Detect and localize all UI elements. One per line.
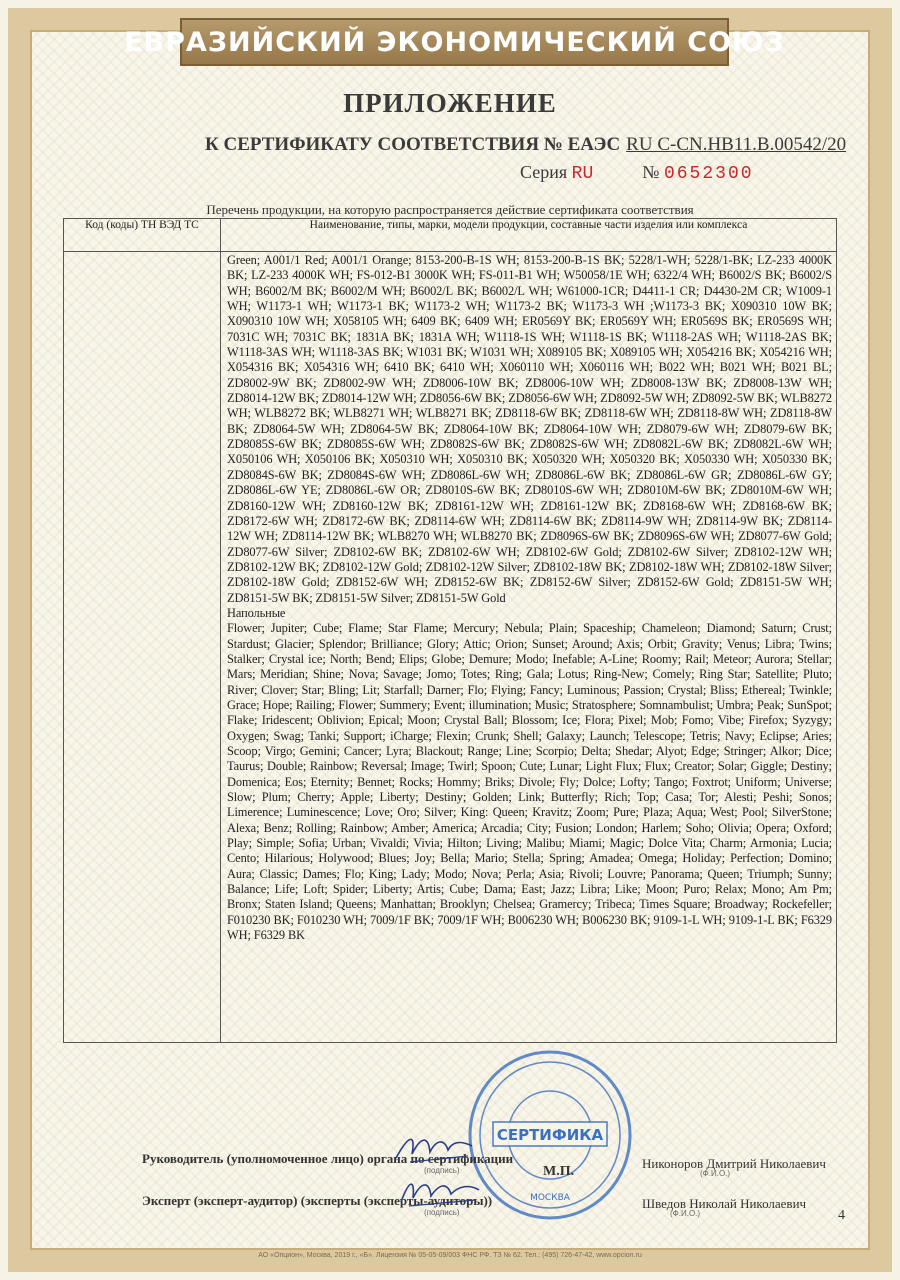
page-number: 4 xyxy=(838,1208,845,1223)
number-label: № xyxy=(642,162,660,182)
expert-name: Шведов Николай Николаевич xyxy=(642,1196,807,1211)
stamp-center-text: СЕРТИФИКА xyxy=(496,1126,604,1144)
series-value: RU xyxy=(571,164,594,184)
products-table xyxy=(63,218,837,1043)
head-signature-caption: (подпись) xyxy=(424,1166,460,1175)
printer-footer: АО «Опцион», Москва, 2019 г., «Б». Лицензия № 05-05-09/003 ФНС РФ. ТЗ № 62. Тел.: (495) 726-47-42, www.opcion.ru xyxy=(258,1252,642,1259)
union-banner: ЕВРАЗИЙСКИЙ ЭКОНОМИЧЕСКИЙ СОЮЗ xyxy=(180,18,729,66)
products-list-wall: Green; A001/1 Red; A001/1 Orange; 8153-200-B-1S WH; 8153-200-B-1S BK; 5228/1-WH; 5228/1-BK; LZ-233 4000K BK; LZ-233 4000K WH; FS-012-B1 3000K WH; FS-011-B1 WH; W50058/1E WH; 6322/4 WH; B6002/S BK; B6002/S WH; B6002/M BK; B6002/M WH; B6002/L BK; B6002/L WH; W61000-1CR; D4411-1 CR; D4430-2M CR; W1009-1 WH; W1173-1 WH; W1173-1 BK; W1173-2 WH; W1173-2 BK; W1173-3 WH ;W1173-3 BK; X090310 10W BK; X090310 10W WH; X058105 WH; 6409 BK; 6409 WH; ER0569Y BK; ER0569Y WH; ER0569S BK; ER0569S WH; 7031C WH; 7031C BK; 1831A BK; 1831A WH; W1118-1S WH; W1118-1S BK; W1118-2AS WH; W1118-2AS BK; W1118-3AS WH; W1118-3AS BK; W1031 BK; W1031 WH; X089105 BK; X089105 WH; X054216 BK; X054216 WH; X054316 BK; X054316 WH; 6410 BK; 6410 WH; X060110 WH; X060116 WH; B022 WH; B021 WH; B021 BL; ZD8002-9W BK; ZD8002-9W WH; ZD8006-10W BK; ZD8006-10W WH; ZD8008-13W BK; ZD8008-13W WH; ZD8014-12W BK; ZD8014-12W WH; ZD8056-6W BK; ZD8056-6W WH; ZD8092-5W WH; ZD8092-5W BK; WLB8272 WH; WLB8272 BK; WLB8271 WH; WLB8271 BK; ZD8118-6W BK; ZD8118-6W WH; ZD8118-8W WH; ZD8118-8W BK; ZD8064-5W WH; ZD8064-5W BK; ZD8064-10W BK; ZD8064-10W WH; ZD8079-6W WH; ZD8079-6W BK; ZD8085S-6W BK; ZD8085S-6W WH; ZD8082S-6W BK; ZD8082S-6W WH; ZD8082L-6W BK; ZD8082L-6W WH; X050106 WH; X050106 BK; X050310 WH; X050310 BK; X050320 WH; X050320 BK; X050330 WH; X050330 BK; ZD8084S-6W BK; ZD8084S-6W WH; ZD8086L-6W WH; ZD8086L-6W BK; ZD8086L-6W GR; ZD8086L-6W GY; ZD8086L-6W YE; ZD8086L-6W OR; ZD8010S-6W BK; ZD8010S-6W WH; ZD8010M-6W BK; ZD8010M-6W WH; ZD8160-12W WH; ZD8160-12W BK; ZD8161-12W WH; ZD8161-12W BK; ZD8168-6W WH; ZD8168-6W BK; ZD8172-6W WH; ZD8172-6W BK; ZD8114-6W WH; ZD8114-6W BK; ZD8114-9W WH; ZD8114-9W BK; ZD8114-12W WH; ZD8114-12W BK; WLB8270 WH; WLB8270 BK; ZD8096S-6W BK; ZD8096S-6W WH; ZD8077-6W Gold; ZD8077-6W Silver; ZD8102-6W BK; ZD8102-6W WH; ZD8102-6W Gold; ZD8102-6W Silver; ZD8102-12W WH; ZD8102-12W BK; ZD8102-12W Gold; ZD8102-12W Silver; ZD8102-18W BK; ZD8102-18W WH; ZD8102-18W Silver; ZD8102-18W Gold; ZD8152-6W WH; ZD8152-6W BK; ZD8152-6W Silver; ZD8152-6W Gold; ZD8151-5W WH; ZD8151-5W BK; ZD8151-5W Silver; ZD8151-5W Gold xyxy=(227,253,832,605)
series-label: Серия xyxy=(520,162,568,182)
expert-label: Эксперт (эксперт-аудитор) (эксперты (эксперты-аудиторы)) xyxy=(142,1193,493,1208)
expert-fio-caption: (Ф.И.О.) xyxy=(670,1209,701,1218)
series-line xyxy=(520,162,754,184)
table-header-row xyxy=(64,219,837,252)
expert-signature xyxy=(395,1170,485,1210)
table-caption: Перечень продукции, на которую распространяется действие сертификата соответствия xyxy=(206,202,694,217)
name-column-header: Наименование, типы, марки, модели продукции, составные части изделия или комплекса xyxy=(221,219,837,252)
code-column-header: Код (коды) ТН ВЭД ТС xyxy=(64,219,221,252)
number-value: 0652300 xyxy=(663,164,754,184)
expert-signature-caption: (подпись) xyxy=(424,1208,460,1217)
mp-label: М.П. xyxy=(543,1164,575,1179)
certificate-subtitle xyxy=(205,134,865,156)
products-list-floor: Flower; Jupiter; Cube; Flame; Star Flame; Mercury; Nebula; Plain; Spaceship; Chameleon; Diamond; Saturn; Crust; Stardust; Glacier; Splendor; Brilliance; Glory; Attic; Orion; Sunset; Around; Axis; Orbit; Gravity; Venus; Libra; Twins; Stalker; Crystal ice; North; Bend; Elips; Globe; Demure; Modo; Inefable; A-Line; Roomy; Rail; Meteor; Aurora; Stellar; Mars; Meridian; Shine; Nova; Savage; Jomo; Totes; Ring; Gala; Lotus; Ring-New; Comely; Ring Star; Satellite; Pluto; River; Clover; Star; Bling; Lit; Starfall; Darner; Flo; Flying; Fancy; Luminous; Passion; Crystal; Bliss; Ethereal; Twinkle; Grace; Hope; Railing; Flower; Summery; Event; illumination; Music; Stratosphere; Somnambulist; Umbra; Peak; SunSpot; Flake; Iridescent; Oblivion; Epical; Moon; Crystal Ball; Blossom; Ice; Flora; Pixel; Mob; Fomo; Vibe; Firefox; Syzygy; Oxygen; Swag; Tanki; Support; iCharge; Flexin; Crunk; Shell; Galaxy; Launch; Telescope; Tetris; Navy; Eclipse; Aries; Scoop; Virgo; Gemini; Cancer; Lyra; Blackout; Range; Line; Scorpio; Delta; Shedar; Alyot; Edge; Stringer; Alkor; Dice; Taurus; Double; Rainbow; Reversal; Image; Twirl; Spoon; Cute; Lunar; Light Flux; Flux; Creator; Solar; Giggle; Destiny; Domenica; Eos; Eternity; Bennet; Rocks; Hommy; Briks; Divole; Fly; Dolce; Lofty; Tango; Foxtrot; Uniform; Universe; Slow; Plum; Cherry; Apple; Liberty; Destiny; Golden; Link; Butterfly; Rich; Top; Casa; Tor; Alesti; Peshi; Sonos; Limerence; Luminescence; Love; Oro; Silver; King: Queen; Kravitz; Zoom; Pure; Plaza; Aqua; West; Pool; SilverStone; Alexa; Benz; Rolling; Rainbow; Amber; America; Arcadia; City; Fusion; London; Harlem; Soho; Olivia; Opera; Oxford; Play; Simple; Sofia; Urban; Vivaldi; Vivia; Hilton; Living; Malibu; Miami; Magic; Dolce Vita; Charm; Armonia; Lucia; Cento; Hilarious; Holywood; Blues; Joy; Bella; Mario; Stella; Spring; Amadea; Omega; Holiday; Perfection; Domino; Aura; Classic; Dames; Flo; King; Lady; Modo; Nova; Perla; Asia; Rivoli; Louvre; Panorama; Queen; Triumph; Sunny; Balance; Life; Loft; Spider; Liberty; Artis; Cube; Dama; East; Jazz; Libra; Like; Moon; Puro; Relax; Mono; Am Pm; Bronx; Staten Island; Queens; Manhattan; Brooklyn; Chelsea; Gramercy; Tribeca; Times Square; Broadway; Rockefeller; F010230 BK; F010230 WH; 7009/1F BK; 7009/1F WH; B006230 WH; B006230 BK; 9109-1-L WH; 9109-1-L BK; F6329 WH; F6329 BK xyxy=(227,621,832,943)
stamp-bottom-text: МОСКВА xyxy=(530,1193,570,1203)
section-heading-floor: Напольные xyxy=(227,605,286,620)
subtitle-text: К СЕРТИФИКАТУ СООТВЕТСТВИЯ № ЕАЭС xyxy=(205,134,621,155)
page-title: ПРИЛОЖЕНИЕ xyxy=(343,88,557,118)
head-name: Никоноров Дмитрий Николаевич xyxy=(642,1156,826,1171)
products-cell xyxy=(221,252,837,1043)
head-signature xyxy=(390,1128,480,1168)
table-row xyxy=(64,252,837,1043)
head-fio-caption: (Ф.И.О.) xyxy=(700,1169,731,1178)
certificate-number: RU C-CN.НВ11.В.00542/20 xyxy=(626,134,847,155)
head-label: Руководитель (уполномоченное лицо) органа по сертификации xyxy=(142,1151,514,1166)
code-cell xyxy=(64,252,221,1043)
